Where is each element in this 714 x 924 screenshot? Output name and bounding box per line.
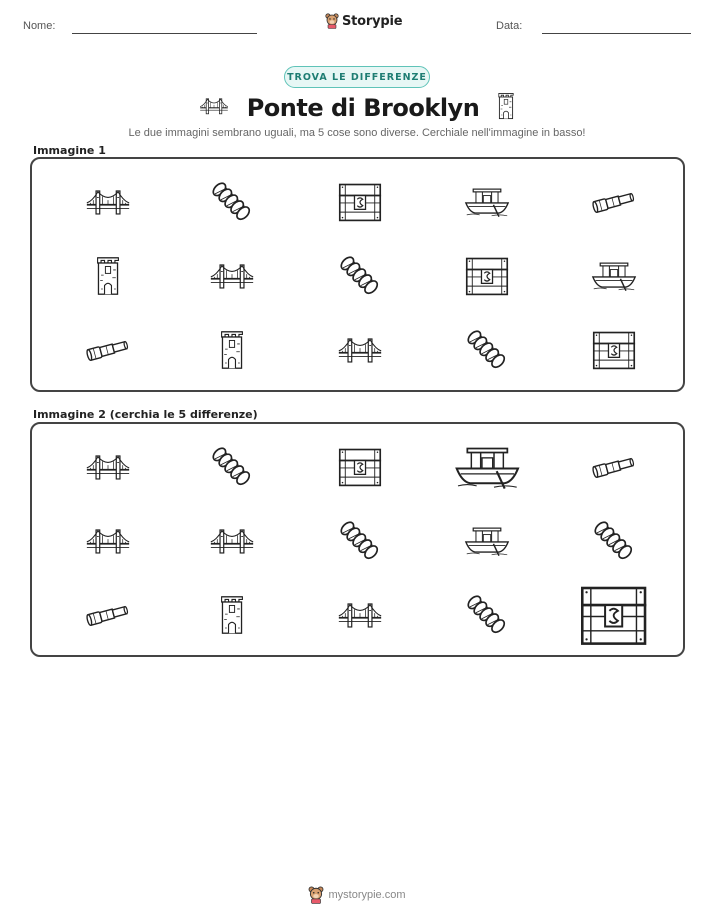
panel1-cell-2-3 <box>465 327 509 373</box>
rope-icon <box>465 592 509 638</box>
panel1-cell-2-4 <box>591 328 637 372</box>
chest-icon <box>578 581 649 649</box>
bridge-icon <box>209 527 255 555</box>
panel2-cell-0-2[interactable] <box>337 445 383 489</box>
tower-icon <box>219 329 245 371</box>
title-tower-icon <box>497 92 515 124</box>
panel1-cell-0-4 <box>591 188 637 216</box>
panel2-cell-2-3[interactable] <box>465 592 509 638</box>
panel2-cell-1-0[interactable] <box>85 527 131 555</box>
bridge-icon <box>85 453 131 481</box>
panel2-cell-0-0[interactable] <box>85 453 131 481</box>
bridge-icon <box>337 601 383 629</box>
chest-icon <box>591 328 637 372</box>
title-row <box>0 92 714 124</box>
rope-icon <box>210 179 254 225</box>
boat-icon <box>464 186 510 218</box>
chest-icon <box>464 254 510 298</box>
image1-panel <box>30 157 685 392</box>
panel1-cell-1-0 <box>95 255 121 297</box>
image2-panel[interactable] <box>30 422 685 657</box>
boat-icon <box>591 260 637 292</box>
title-bridge-icon <box>199 96 229 120</box>
panel2-cell-1-4[interactable] <box>592 518 636 564</box>
panel1-cell-2-2 <box>337 336 383 364</box>
chest-icon <box>337 445 383 489</box>
panel2-cell-0-4[interactable] <box>591 453 637 481</box>
date-label: Data: <box>496 20 523 32</box>
panel2-cell-1-2[interactable] <box>338 518 382 564</box>
rope-icon <box>338 253 382 299</box>
name-line <box>72 33 257 34</box>
activity-badge: TROVA LE DIFFERENZE <box>284 66 430 88</box>
panel2-cell-1-3[interactable] <box>464 525 510 557</box>
date-line <box>542 33 691 34</box>
bridge-icon <box>337 336 383 364</box>
panel1-label: Immagine 1 <box>33 144 106 157</box>
panel1-cell-0-1 <box>210 179 254 225</box>
panel1-cell-0-2 <box>337 180 383 224</box>
bear-logo-icon <box>325 13 339 29</box>
tower-icon <box>219 594 245 636</box>
rope-icon <box>465 327 509 373</box>
telescope-icon <box>85 601 131 629</box>
panel1-cell-2-1 <box>219 329 245 371</box>
name-label: Nome: <box>23 20 56 32</box>
page-footer <box>0 884 714 906</box>
panel2-cell-0-1[interactable] <box>210 444 254 490</box>
panel1-cell-0-3 <box>464 186 510 218</box>
footer-site: mystorypie.com <box>328 889 406 901</box>
telescope-icon <box>591 188 637 216</box>
telescope-icon <box>85 336 131 364</box>
panel2-cell-2-4[interactable] <box>578 581 649 649</box>
panel1-cell-1-4 <box>591 260 637 292</box>
tower-icon <box>95 255 121 297</box>
panel2-cell-1-1[interactable] <box>209 527 255 555</box>
panel2-cell-2-0[interactable] <box>85 601 131 629</box>
bridge-icon <box>85 527 131 555</box>
panel1-cell-0-0 <box>85 188 131 216</box>
panel2-cell-2-1[interactable] <box>219 594 245 636</box>
chest-icon <box>337 180 383 224</box>
instructions: Le due immagini sembrano uguali, ma 5 cose sono diverse. Cerchiale nell'immagine in basso! <box>128 127 586 139</box>
brand-logo <box>325 13 402 29</box>
rope-icon <box>592 518 636 564</box>
page-header <box>0 0 714 50</box>
panel2-cell-0-3[interactable] <box>454 444 521 490</box>
bridge-icon <box>209 262 255 290</box>
panel2-cell-2-2[interactable] <box>337 601 383 629</box>
page-title: Ponte di Brooklyn <box>246 94 480 122</box>
rope-icon <box>210 444 254 490</box>
boat-icon <box>454 444 521 490</box>
bear-footer-icon <box>308 886 324 904</box>
panel1-cell-1-3 <box>464 254 510 298</box>
brand-name: Storypie <box>342 13 403 29</box>
telescope-icon <box>591 453 637 481</box>
panel1-cell-2-0 <box>85 336 131 364</box>
panel1-cell-1-1 <box>209 262 255 290</box>
panel1-cell-1-2 <box>338 253 382 299</box>
panel2-label: Immagine 2 (cerchia le 5 differenze) <box>33 408 258 421</box>
boat-icon <box>464 525 510 557</box>
rope-icon <box>338 518 382 564</box>
bridge-icon <box>85 188 131 216</box>
